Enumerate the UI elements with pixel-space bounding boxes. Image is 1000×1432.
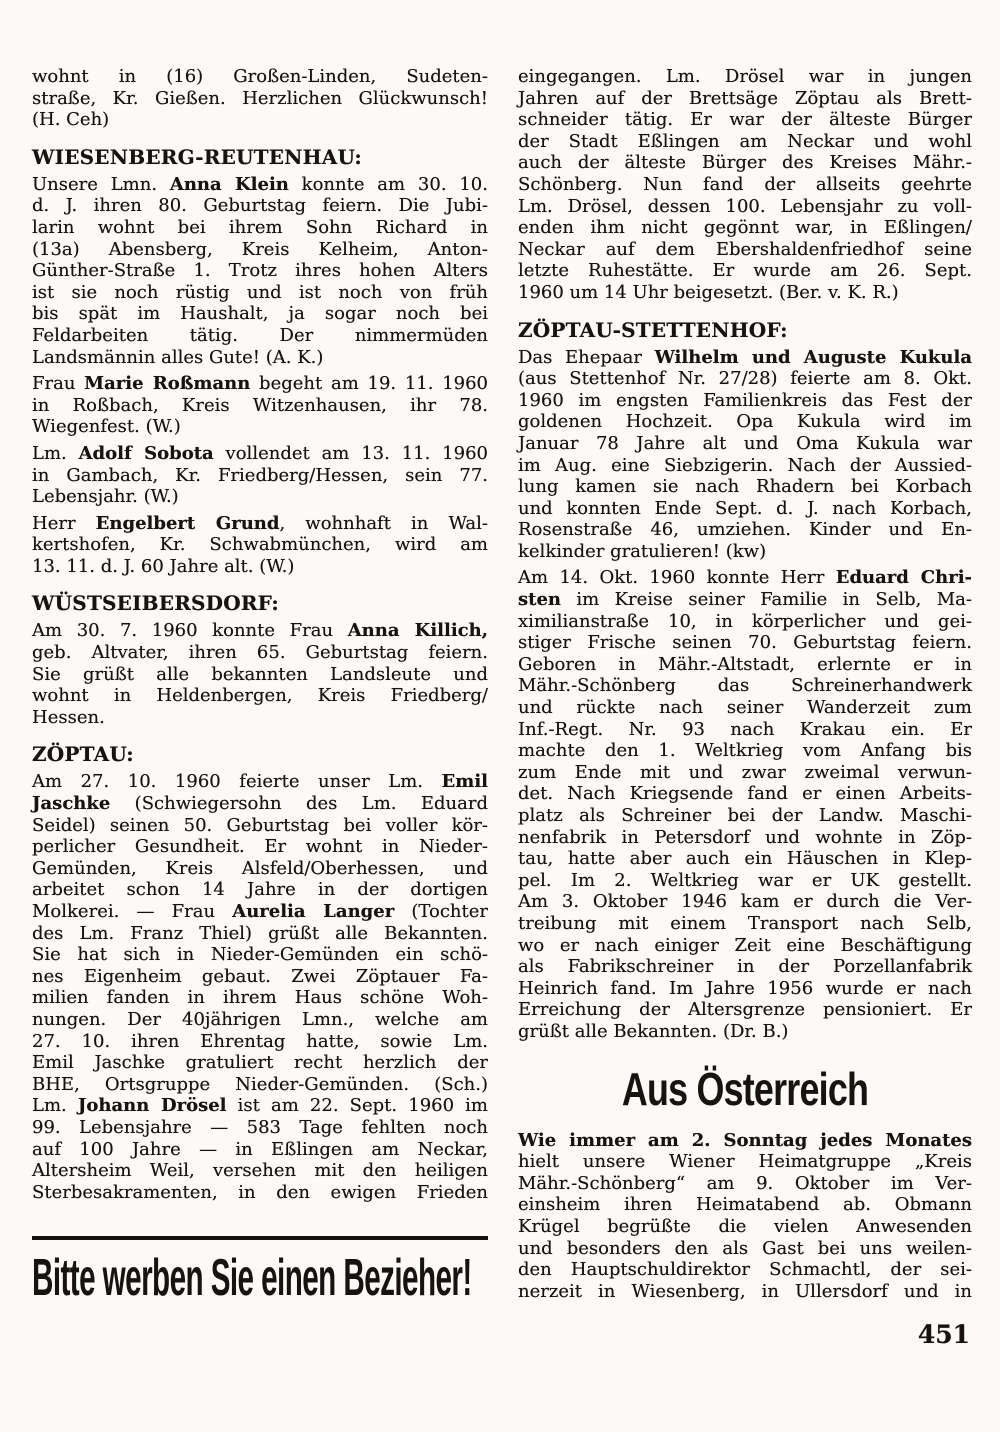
bold-text-run: Anna Killich,: [347, 620, 488, 642]
paragraph: [32, 373, 488, 438]
paragraph-line: [32, 534, 488, 556]
paragraph-line: [32, 513, 488, 535]
text-run: ist sie noch rüstig und ist noch von früh: [32, 281, 488, 303]
text-run: Landsmännin alles Gute! (A. K.): [32, 346, 324, 368]
section-heading: [518, 319, 972, 341]
paragraph: [32, 620, 488, 728]
text-run: der Stadt Eßlingen am Neckar und wohl: [518, 130, 972, 152]
paragraph-line: [518, 805, 972, 827]
paragraph: [32, 443, 488, 508]
text-run: Frau: [32, 373, 85, 395]
paragraph: [518, 66, 972, 304]
text-run: Neckar auf dem Ebershaldenfriedhof seine: [518, 238, 972, 260]
text-run: Sie grüßt alle bekannten Landsleute und: [32, 663, 488, 685]
paragraph-line: [518, 455, 972, 477]
text-run: ZÖPTAU:: [32, 742, 134, 767]
paragraph-line: [32, 987, 488, 1009]
paragraph-line: [32, 1031, 488, 1053]
paragraph-line: [518, 978, 972, 1000]
left-column: [32, 66, 488, 1307]
text-run: schneider tätig. Er war der älteste Bürger: [518, 109, 972, 131]
text-run: letzte Ruhestätte. Er wurde am 26. Sept.: [518, 260, 972, 282]
text-run: pel. Im 2. Weltkrieg war er UK gestellt.: [518, 869, 972, 891]
paragraph-line: [32, 109, 488, 131]
text-run: ximilianstraße 10, in körperlicher und gei-: [518, 610, 972, 632]
paragraph-line: [518, 891, 972, 913]
paragraph-line: [518, 848, 972, 870]
paragraph-line: [32, 664, 488, 686]
paragraph-line: [32, 1074, 488, 1096]
paragraph: [32, 513, 488, 578]
paragraph-line: [518, 1151, 972, 1173]
paragraph-line: [518, 239, 972, 261]
text-run: WIESENBERG-REUTENHAU:: [32, 144, 362, 169]
text-run: Lebensjahr. (W.): [32, 486, 179, 508]
text-run: und konnten Ende Sept. d. J. nach Korbach,: [518, 497, 972, 519]
paragraph-line: [518, 1216, 972, 1238]
paragraph-line: [32, 88, 488, 110]
paragraph-line: [518, 368, 972, 390]
text-run: Emil Jaschke gratuliert recht herzlich der: [32, 1052, 488, 1074]
paragraph-line: [32, 771, 488, 793]
text-run: und besonders den als Gast bei uns weilen-: [518, 1237, 972, 1259]
paragraph-line: [32, 879, 488, 901]
paragraph-line: [32, 858, 488, 880]
paragraph-line: [518, 217, 972, 239]
paragraph: [32, 771, 488, 1203]
text-run: Jahren auf der Brettsäge Zöptau als Brett-: [518, 87, 972, 109]
text-run: wo er nach einiger Zeit eine Beschäftigung: [518, 934, 972, 956]
paragraph-line: [518, 88, 972, 110]
text-run: (Tochter: [394, 901, 488, 922]
text-run: arbeitet schon 14 Jahre in der dortigen: [32, 879, 488, 901]
paragraph-line: [518, 66, 972, 88]
text-run: Erreichung der Altersgrenze pensioniert. Er: [518, 999, 972, 1021]
paragraph-line: [32, 1139, 488, 1161]
paragraph-line: [518, 411, 972, 433]
paragraph-line: [518, 1194, 972, 1216]
paragraph-line: [32, 174, 488, 196]
section-heading: [32, 743, 488, 765]
text-run: nes Eigenheim gebaut. Zwei Zöptauer Fa-: [32, 965, 488, 987]
text-run: Am 3. Oktober 1946 kam er durch die Ver-: [518, 891, 972, 913]
text-run: (13a) Abensberg, Kreis Kelheim, Anton-: [32, 238, 488, 260]
text-run: Schönberg. Nun fand der allseits geehrte: [518, 173, 972, 195]
text-run: Feldarbeiten tätig. Der nimmermüden: [32, 324, 488, 346]
text-run: als Fabrikschreiner in der Porzellanfabrik: [518, 956, 972, 978]
section-heading: [32, 592, 488, 614]
paragraph: [518, 567, 972, 1042]
paragraph-line: [518, 174, 972, 196]
text-run: kertshofen, Kr. Schwabmünchen, wird am: [32, 534, 488, 556]
bold-text-run: Johann Drösel: [77, 1095, 227, 1117]
text-run: straße, Kr. Gießen. Herzlichen Glückwunsch!: [32, 87, 488, 109]
paragraph-line: [518, 390, 972, 412]
text-run: goldenen Hochzeit. Opa Kukula wird im: [518, 411, 972, 433]
paragraph-line: [518, 913, 972, 935]
paragraph-line: [32, 239, 488, 261]
two-column-layout: [32, 66, 972, 1307]
text-run: Heinrich fand. Im Jahre 1956 wurde er nach: [518, 977, 972, 999]
text-run: Wiegenfest. (W.): [32, 416, 181, 438]
text-run: Mähr.-Schönberg“ am 9. Oktober im Ver-: [518, 1172, 972, 1194]
text-run: Lm. Drösel, dessen 100. Lebensjahr zu voll-: [518, 195, 972, 217]
text-run: Hessen.: [32, 706, 105, 728]
bold-text-run: Anna Klein: [169, 173, 289, 195]
paragraph-line: [518, 347, 972, 369]
bold-text-run: Eduard Chri-: [835, 567, 972, 589]
text-run: hielt unsere Wiener Heimatgruppe „Kreis: [518, 1151, 972, 1173]
bold-text-run: Engelbert Grund: [95, 512, 280, 534]
paragraph-line: [518, 956, 972, 978]
paragraph-line: [32, 347, 488, 369]
text-run: BHE, Ortsgruppe Nieder-Gemünden. (Sch.): [32, 1073, 488, 1095]
paragraph-line: [518, 282, 972, 304]
paragraph-line: [32, 195, 488, 217]
text-run: im Aug. eine Siebzigerin. Nach der Aussied-: [518, 454, 972, 476]
paragraph-line: [32, 1052, 488, 1074]
text-run: treibung mit einem Transport nach Selb,: [518, 912, 972, 934]
text-run: Lm.: [32, 1095, 78, 1117]
bold-text-run: sten: [518, 589, 561, 611]
text-run: in Roßbach, Kreis Witzenhausen, ihr 78.: [32, 394, 488, 416]
text-run: eingegangen. Lm. Drösel war in jungen: [518, 66, 972, 87]
text-run: Unsere Lmn.: [32, 173, 170, 195]
paragraph-line: [32, 486, 488, 508]
text-run: Altersheim Weil, versehen mit den heiligen: [32, 1160, 488, 1182]
text-run: ist am 22. Sept. 1960 im: [226, 1095, 488, 1117]
text-run: lung kamen sie nach Rhadern bei Korbach: [518, 476, 972, 498]
paragraph-line: [518, 783, 972, 805]
text-run: Das Ehepaar: [518, 346, 655, 368]
bold-text-run: Wie immer am 2. Sonntag jedes Monates: [518, 1129, 972, 1151]
text-run: (Schwiegersohn des Lm. Eduard: [110, 793, 488, 815]
paragraph-line: [32, 303, 488, 325]
paragraph: [32, 174, 488, 368]
text-run: Geboren in Mähr.-Altstadt, erlernte er in: [518, 653, 972, 675]
paragraph-line: [518, 632, 972, 654]
text-run: wohnt in (16) Großen-Linden, Sudeten-: [32, 66, 488, 87]
text-run: stiger Frische seinen 70. Geburtstag feiern.: [518, 632, 972, 654]
text-run: Gemünden, Kreis Alsfeld/Oberhessen, und: [32, 857, 488, 879]
text-run: Aus Österreich: [621, 1062, 869, 1115]
paragraph-line: [518, 196, 972, 218]
subscribe-promo: [32, 1236, 488, 1307]
paragraph-line: [518, 567, 972, 589]
paragraph-line: [518, 519, 972, 541]
text-run: perlicher Gesundheit. Er wohnt in Nieder-: [32, 836, 488, 858]
paragraph-line: [32, 282, 488, 304]
paragraph-line: [518, 541, 972, 563]
paragraph: [518, 347, 972, 563]
text-run: in Gambach, Kr. Friedberg/Hessen, sein 77.: [32, 464, 488, 486]
text-run: (aus Stettenhof Nr. 27/28) feierte am 8. Okt.: [518, 368, 972, 390]
paragraph-line: [518, 476, 972, 498]
text-run: Sterbesakramenten, in den ewigen Frieden: [32, 1181, 488, 1203]
paragraph-line: [32, 416, 488, 438]
text-run: im Kreise seiner Familie in Selb, Ma-: [561, 589, 972, 611]
paragraph-line: [518, 870, 972, 892]
text-run: Günther-Straße 1. Trotz ihres hohen Alters: [32, 260, 488, 282]
paragraph-line: [518, 1259, 972, 1281]
paragraph-line: [518, 762, 972, 784]
bold-text-run: Emil: [441, 771, 488, 793]
paragraph-line: [518, 935, 972, 957]
paragraph-line: [518, 740, 972, 762]
text-run: platz als Schreiner bei der Landw. Maschi-: [518, 805, 972, 826]
text-run: WÜSTSEIBERSDORF:: [32, 591, 279, 616]
paragraph-line: [32, 685, 488, 707]
text-run: d. J. ihren 80. Geburtstag feiern. Die Jubi-: [32, 195, 488, 217]
text-run: nenfabrik in Petersdorf und wohnte in Zöp-: [518, 826, 972, 848]
text-run: (H. Ceh): [32, 109, 110, 131]
text-run: enden ihm nicht gegönnt war, in Eßlingen/: [518, 217, 972, 239]
display-heading: [568, 1062, 922, 1115]
paragraph-line: [32, 836, 488, 858]
text-run: Rosenstraße 46, umziehen. Kinder und En-: [518, 519, 972, 541]
text-run: geb. Altvater, ihren 65. Geburtstag feiern.: [32, 642, 488, 664]
text-run: und rückte nach seiner Wanderzeit zum: [518, 697, 972, 719]
paragraph-line: [518, 1281, 972, 1303]
paragraph-line: [32, 1095, 488, 1117]
paragraph-line: [32, 373, 488, 395]
text-run: Molkerei. — Frau: [32, 901, 233, 922]
paragraph-line: [518, 498, 972, 520]
paragraph-line: [518, 675, 972, 697]
promo-slogan: Bitte werben Sie einen Bezieher!: [32, 1249, 472, 1307]
text-run: 13. 11. d. J. 60 Jahre alt. (W.): [32, 555, 295, 577]
paragraph-line: [518, 260, 972, 282]
paragraph-line: [518, 589, 972, 611]
text-run: det. Nach Kriegsende fand er einen Arbeits-: [518, 783, 972, 805]
paragraph-line: [32, 325, 488, 347]
text-run: 1960 um 14 Uhr beigesetzt. (Ber. v. K. R.): [518, 281, 899, 303]
paragraph-line: [32, 1009, 488, 1031]
text-run: Seidel) seinen 50. Geburtstag bei voller kör-: [32, 814, 488, 836]
text-run: , wohnhaft in Wal-: [279, 512, 489, 534]
paragraph-line: [518, 109, 972, 131]
paragraph-line: [518, 654, 972, 676]
text-run: milien fanden in ihrem Haus schöne Woh-: [32, 987, 488, 1009]
paragraph-line: [32, 642, 488, 664]
paragraph-line: [32, 923, 488, 945]
paragraph-line: [32, 217, 488, 239]
text-run: Krügel begrüßte die vielen Anwesenden: [518, 1215, 972, 1237]
text-run: Herr: [32, 512, 96, 534]
paragraph-line: [518, 697, 972, 719]
text-run: zum Ende mit und zwar zweimal verwun-: [518, 761, 972, 783]
bold-text-run: Aurelia Langer: [232, 901, 395, 922]
bold-text-run: Wilhelm und Auguste Kukula: [654, 346, 972, 368]
paragraph-line: [518, 827, 972, 849]
paragraph-line: [32, 260, 488, 282]
text-run: grüßt alle Bekannten. (Dr. B.): [518, 1020, 789, 1042]
page-number: 451: [917, 1320, 970, 1349]
text-run: bis spät im Haushalt, ja sogar noch bei: [32, 303, 488, 325]
bold-text-run: Marie Roßmann: [84, 373, 251, 395]
paragraph-line: [32, 815, 488, 837]
text-run: des Lm. Franz Thiel) grüßt alle Bekannten.: [32, 922, 488, 944]
text-run: 27. 10. ihren Ehrentag hatte, sowie Lm.: [32, 1030, 488, 1052]
paragraph-line: [32, 793, 488, 815]
paragraph-line: [32, 443, 488, 465]
paragraph-line: [518, 611, 972, 633]
text-run: Am 14. Okt. 1960 konnte Herr: [518, 567, 836, 589]
paragraph-line: [32, 465, 488, 487]
text-run: kelkinder gratulieren! (kw): [518, 540, 767, 562]
text-run: einsheim ihren Heimatabend ab. Obmann: [518, 1194, 972, 1216]
text-run: begeht am 19. 11. 1960: [250, 373, 489, 395]
text-run: Sie hat sich in Nieder-Gemünden ein schö-: [32, 944, 488, 966]
text-run: vollendet am 13. 11. 1960: [213, 442, 488, 464]
paragraph-line: [32, 556, 488, 578]
paragraph-line: [518, 1021, 972, 1043]
text-run: Lm.: [32, 442, 79, 464]
text-run: larin wohnt bei ihrem Sohn Richard in: [32, 216, 488, 238]
paragraph-line: [32, 901, 488, 923]
text-run: auch der älteste Bürger des Kreises Mähr.-: [518, 152, 972, 174]
text-run: Inf.-Regt. Nr. 93 nach Krakau ein. Er: [518, 718, 972, 740]
paragraph-line: [518, 719, 972, 741]
text-run: Mähr.-Schönberg das Schreinerhandwerk: [518, 675, 972, 697]
text-run: 1960 im engsten Familienkreis das Fest der: [518, 389, 972, 411]
text-run: auf 100 Jahre — in Eßlingen am Neckar,: [32, 1138, 488, 1160]
text-run: 99. Lebensjahre — 583 Tage fehlten noch: [32, 1116, 488, 1138]
text-run: Am 30. 7. 1960 konnte Frau: [32, 620, 348, 642]
right-column: [518, 66, 972, 1307]
paragraph-line: [32, 395, 488, 417]
paragraph-line: [32, 66, 488, 88]
text-run: nungen. Der 40jährigen Lmn., welche am: [32, 1008, 488, 1030]
paragraph-line: [518, 1238, 972, 1260]
text-run: nerzeit in Wiesenberg, in Ullersdorf und in: [518, 1280, 972, 1302]
paragraph-line: [518, 152, 972, 174]
text-run: Am 27. 10. 1960 feierte unser Lm.: [32, 771, 442, 793]
paragraph-line: [518, 1173, 972, 1195]
section-heading: [32, 146, 488, 168]
paragraph-line: [518, 999, 972, 1021]
paragraph: [518, 1130, 972, 1303]
text-run: ZÖPTAU-STETTENHOF:: [518, 317, 788, 342]
text-run: tau, hatte aber auch ein Häuschen in Klep-: [518, 848, 972, 870]
paragraph-line: [32, 966, 488, 988]
paragraph: [32, 66, 488, 131]
bold-text-run: Adolf Sobota: [78, 442, 214, 464]
paragraph-line: [32, 944, 488, 966]
text-run: Januar 78 Jahre alt und Oma Kukula war: [518, 432, 972, 454]
paragraph-line: [32, 1160, 488, 1182]
paragraph-line: [32, 1182, 488, 1204]
paragraph-line: [518, 433, 972, 455]
paragraph-line: [518, 131, 972, 153]
text-run: wohnt in Heldenbergen, Kreis Friedberg/: [32, 685, 488, 707]
paragraph-line: [518, 1130, 972, 1152]
bold-text-run: Jaschke: [32, 793, 111, 815]
paragraph-line: [32, 707, 488, 729]
text-run: machte den 1. Weltkrieg vom Anfang bis: [518, 740, 972, 762]
promo-divider-rule: [32, 1236, 488, 1240]
paragraph-line: [32, 620, 488, 642]
paragraph-line: [32, 1117, 488, 1139]
text-run: konnte am 30. 10.: [288, 173, 488, 195]
text-run: den Hauptschuldirektor Schmachtl, der sei-: [518, 1259, 972, 1281]
